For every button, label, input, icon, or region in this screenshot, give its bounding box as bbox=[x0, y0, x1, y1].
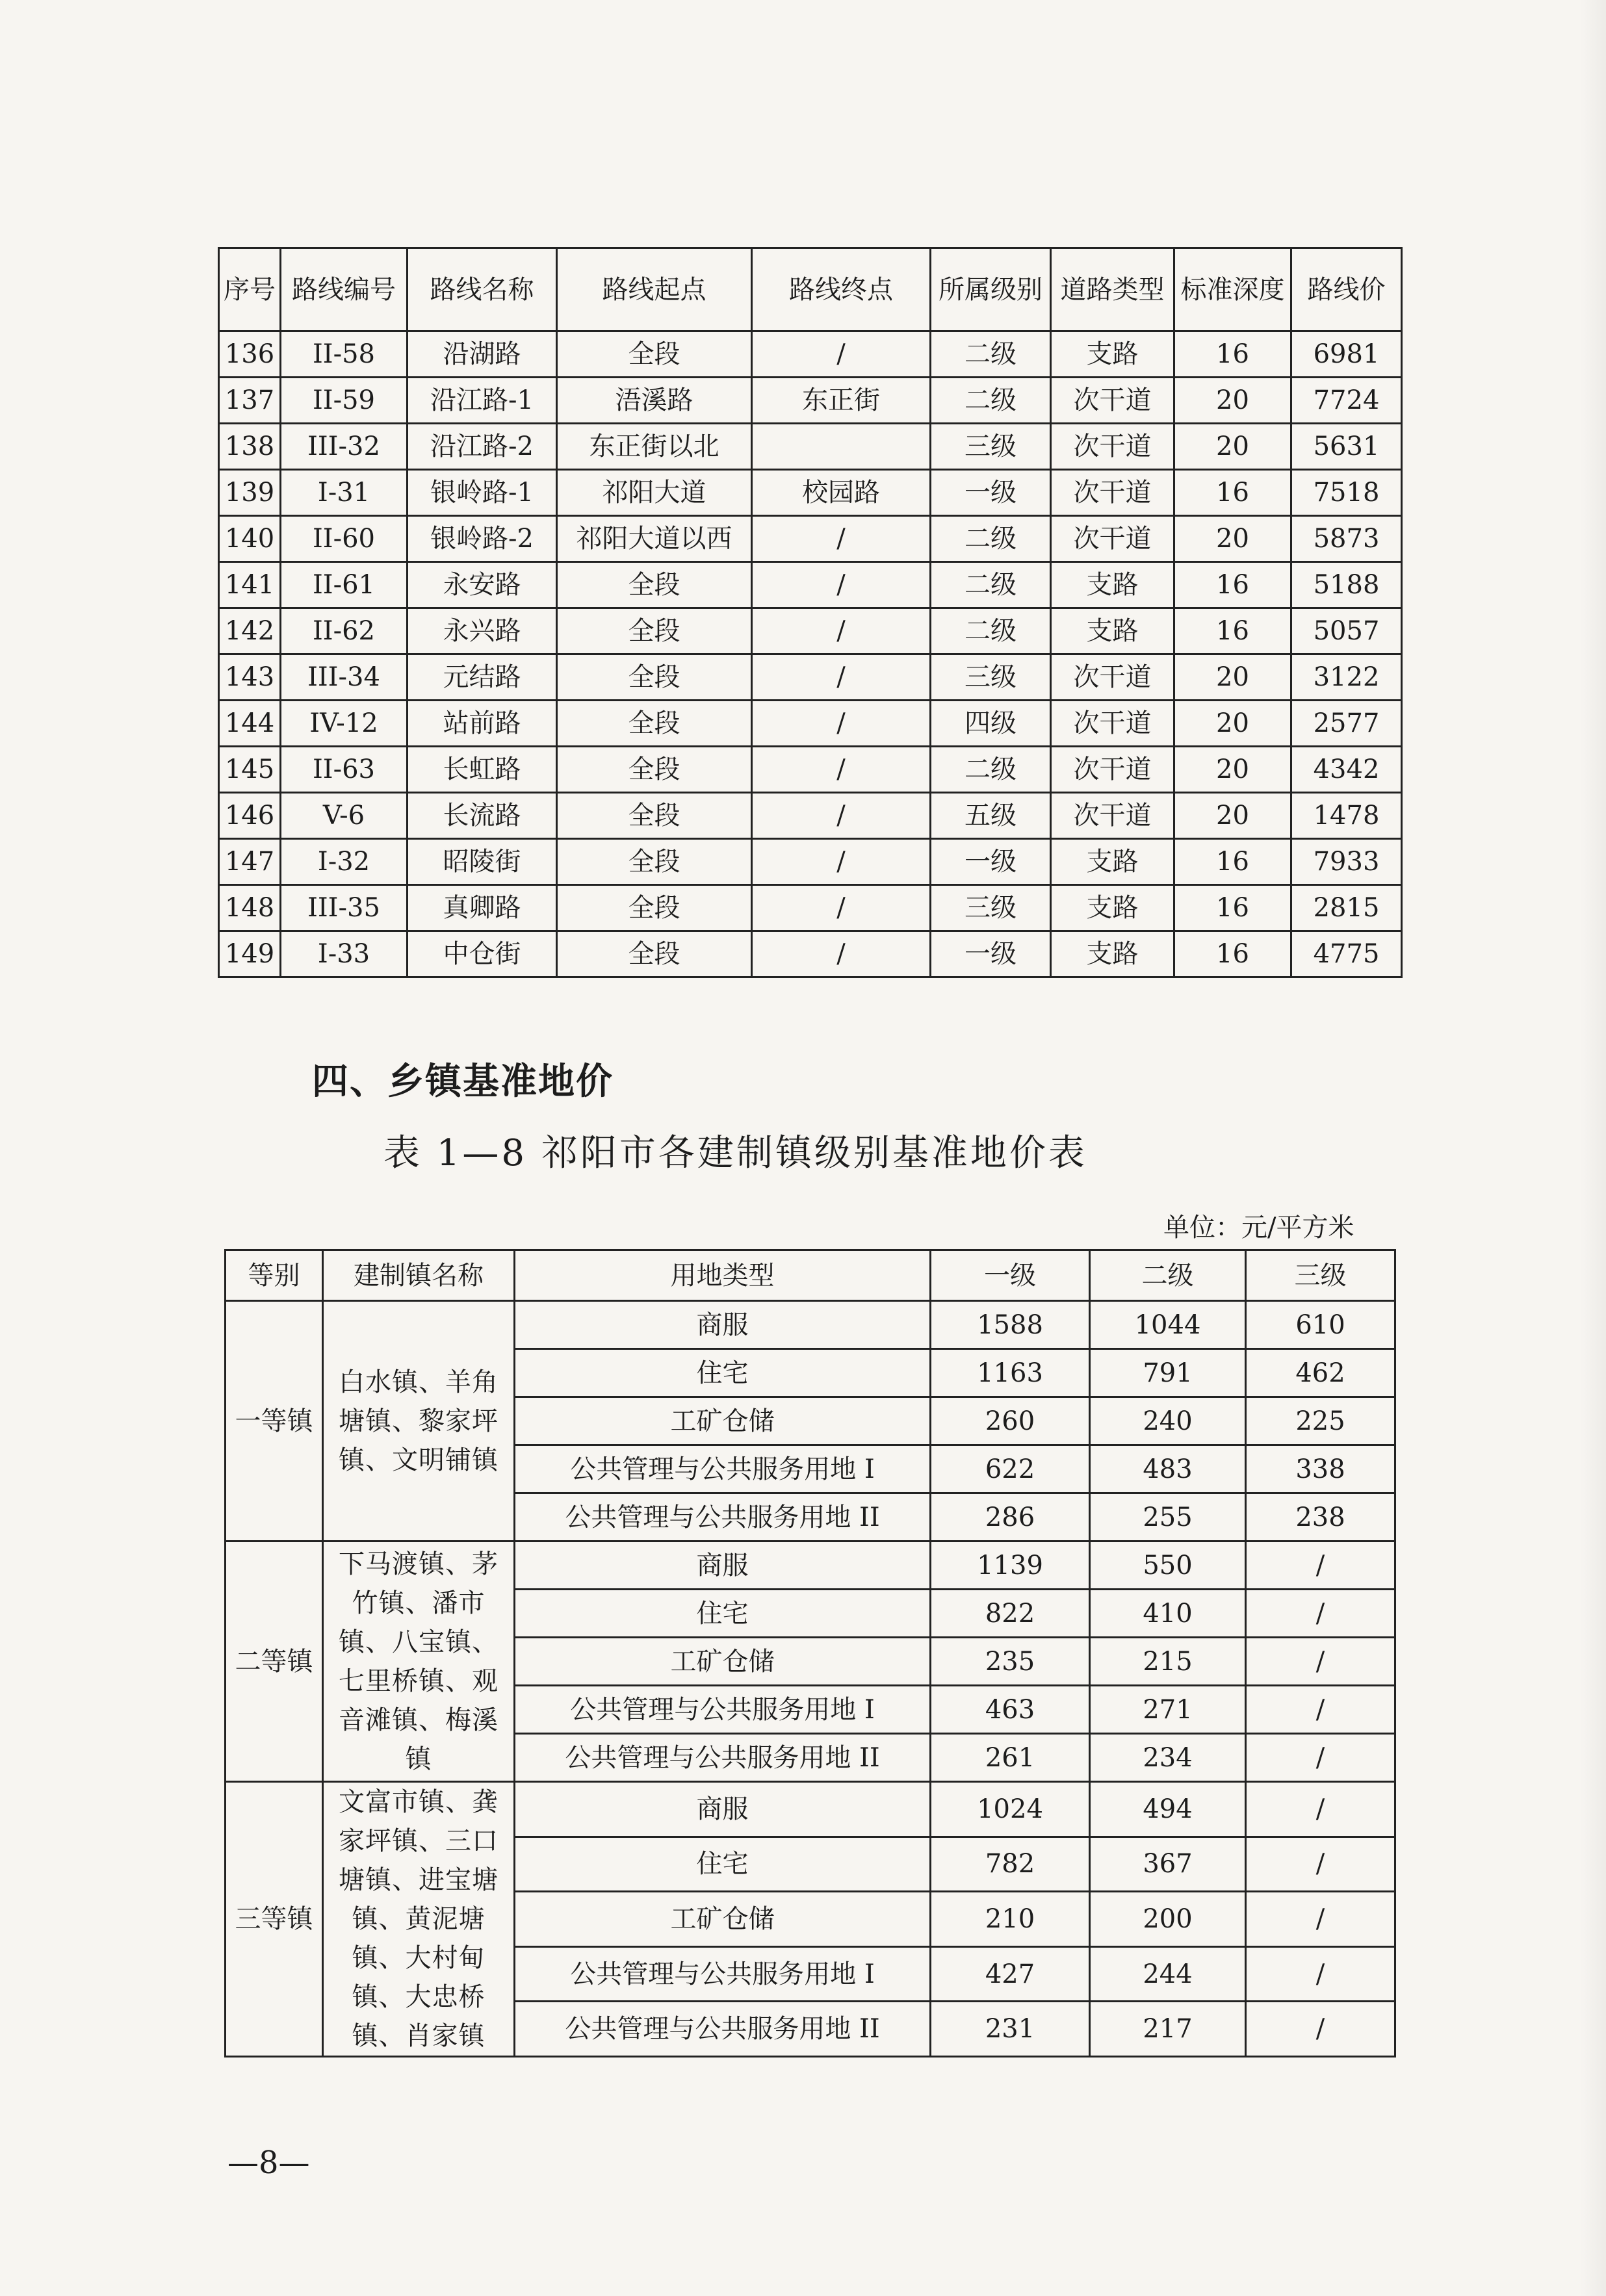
route-cell: 二级 bbox=[931, 562, 1051, 608]
route-cell: 元结路 bbox=[408, 654, 557, 701]
route-cell: 16 bbox=[1174, 839, 1291, 885]
price-cell: 215 bbox=[1090, 1638, 1246, 1686]
price-cell: / bbox=[1246, 1946, 1395, 2002]
route-cell: / bbox=[752, 885, 931, 931]
route-header-cell: 路线起点 bbox=[557, 248, 752, 331]
route-cell: 支路 bbox=[1051, 885, 1174, 931]
route-cell: 2577 bbox=[1291, 701, 1402, 747]
land-use-cell: 商服 bbox=[515, 1782, 931, 1837]
town-price-table bbox=[224, 1249, 1396, 2057]
town-grade-cell: 一等镇 bbox=[226, 1301, 323, 1541]
page-number: —8— bbox=[227, 2145, 310, 2181]
price-cell: 244 bbox=[1090, 1946, 1246, 2002]
route-cell: 全段 bbox=[557, 747, 752, 793]
route-cell: 20 bbox=[1174, 516, 1291, 562]
route-cell: 143 bbox=[219, 654, 281, 701]
route-cell: 16 bbox=[1174, 608, 1291, 654]
land-use-cell: 工矿仓储 bbox=[515, 1638, 931, 1686]
route-cell: 16 bbox=[1174, 331, 1291, 378]
route-cell: III-34 bbox=[281, 654, 408, 701]
route-cell: II-58 bbox=[281, 331, 408, 378]
route-cell: 全段 bbox=[557, 793, 752, 839]
price-cell: 483 bbox=[1090, 1445, 1246, 1493]
route-cell: 次干道 bbox=[1051, 516, 1174, 562]
route-cell: 沿江路-1 bbox=[408, 378, 557, 424]
route-cell: 次干道 bbox=[1051, 654, 1174, 701]
route-cell: 145 bbox=[219, 747, 281, 793]
land-use-cell: 公共管理与公共服务用地 I bbox=[515, 1946, 931, 2002]
route-cell: / bbox=[752, 562, 931, 608]
route-cell: / bbox=[752, 747, 931, 793]
route-cell: 银岭路-1 bbox=[408, 470, 557, 516]
table-row bbox=[219, 608, 1402, 654]
town-names-cell: 下马渡镇、茅竹镇、潘市镇、八宝镇、七里桥镇、观音滩镇、梅溪镇 bbox=[323, 1541, 515, 1782]
route-cell: 2815 bbox=[1291, 885, 1402, 931]
price-cell: 427 bbox=[931, 1946, 1090, 2002]
town-header-cell: 用地类型 bbox=[515, 1250, 931, 1301]
route-header-cell: 标准深度 bbox=[1174, 248, 1291, 331]
route-cell: 长流路 bbox=[408, 793, 557, 839]
page-edge-shadow bbox=[1580, 0, 1606, 2296]
price-cell: 782 bbox=[931, 1837, 1090, 1892]
land-use-cell: 公共管理与公共服务用地 I bbox=[515, 1686, 931, 1734]
land-use-cell: 公共管理与公共服务用地 II bbox=[515, 1493, 931, 1541]
land-use-cell: 工矿仓储 bbox=[515, 1892, 931, 1947]
price-cell: 210 bbox=[931, 1892, 1090, 1947]
price-cell: / bbox=[1246, 1782, 1395, 1837]
table-row bbox=[219, 516, 1402, 562]
route-cell: 次干道 bbox=[1051, 793, 1174, 839]
table-row bbox=[219, 562, 1402, 608]
town-names-cell: 白水镇、羊角塘镇、黎家坪镇、文明铺镇 bbox=[323, 1301, 515, 1541]
route-cell: 昭陵街 bbox=[408, 839, 557, 885]
route-cell: 浯溪路 bbox=[557, 378, 752, 424]
table-row bbox=[219, 424, 1402, 470]
route-cell: 20 bbox=[1174, 654, 1291, 701]
route-cell: 支路 bbox=[1051, 839, 1174, 885]
route-cell: / bbox=[752, 701, 931, 747]
table-row bbox=[219, 839, 1402, 885]
route-header-cell: 路线价 bbox=[1291, 248, 1402, 331]
town-grade-cell: 二等镇 bbox=[226, 1541, 323, 1782]
route-cell: 长虹路 bbox=[408, 747, 557, 793]
route-cell: 二级 bbox=[931, 747, 1051, 793]
route-cell: 三级 bbox=[931, 424, 1051, 470]
route-cell: 中仓街 bbox=[408, 931, 557, 977]
route-cell: 祁阳大道 bbox=[557, 470, 752, 516]
route-cell: 149 bbox=[219, 931, 281, 977]
route-cell: 5873 bbox=[1291, 516, 1402, 562]
route-cell: 7933 bbox=[1291, 839, 1402, 885]
route-header-cell: 路线终点 bbox=[752, 248, 931, 331]
price-cell: 1044 bbox=[1090, 1301, 1246, 1349]
table-row bbox=[219, 885, 1402, 931]
route-cell: 一级 bbox=[931, 470, 1051, 516]
route-header-cell: 路线编号 bbox=[281, 248, 408, 331]
route-cell: 6981 bbox=[1291, 331, 1402, 378]
route-table-body bbox=[219, 331, 1402, 977]
price-cell: / bbox=[1246, 1638, 1395, 1686]
route-cell: 147 bbox=[219, 839, 281, 885]
route-cell: 次干道 bbox=[1051, 378, 1174, 424]
price-cell: 217 bbox=[1090, 2002, 1246, 2057]
price-cell: 238 bbox=[1246, 1493, 1395, 1541]
route-cell: 真卿路 bbox=[408, 885, 557, 931]
land-use-cell: 公共管理与公共服务用地 I bbox=[515, 1445, 931, 1493]
price-cell: 231 bbox=[931, 2002, 1090, 2057]
route-cell: 沿湖路 bbox=[408, 331, 557, 378]
land-use-cell: 商服 bbox=[515, 1541, 931, 1590]
price-cell: 261 bbox=[931, 1734, 1090, 1782]
route-cell: 146 bbox=[219, 793, 281, 839]
price-cell: 822 bbox=[931, 1590, 1090, 1638]
price-cell: 550 bbox=[1090, 1541, 1246, 1590]
route-cell bbox=[752, 424, 931, 470]
route-cell: I-32 bbox=[281, 839, 408, 885]
route-cell: 全段 bbox=[557, 885, 752, 931]
price-cell: / bbox=[1246, 1892, 1395, 1947]
route-header-cell: 路线名称 bbox=[408, 248, 557, 331]
route-cell: 支路 bbox=[1051, 331, 1174, 378]
route-cell: 20 bbox=[1174, 378, 1291, 424]
town-names-cell: 文富市镇、龚家坪镇、三口塘镇、进宝塘镇、黄泥塘镇、大村甸镇、大忠桥镇、肖家镇 bbox=[323, 1782, 515, 2057]
route-header-cell: 所属级别 bbox=[931, 248, 1051, 331]
price-cell: 462 bbox=[1246, 1349, 1395, 1397]
route-cell: 全段 bbox=[557, 562, 752, 608]
price-cell: 260 bbox=[931, 1397, 1090, 1445]
land-use-cell: 住宅 bbox=[515, 1349, 931, 1397]
price-cell: / bbox=[1246, 1734, 1395, 1782]
route-cell: II-61 bbox=[281, 562, 408, 608]
town-header-cell: 建制镇名称 bbox=[323, 1250, 515, 1301]
price-cell: 410 bbox=[1090, 1590, 1246, 1638]
route-cell: 139 bbox=[219, 470, 281, 516]
route-cell: / bbox=[752, 516, 931, 562]
price-cell: 200 bbox=[1090, 1892, 1246, 1947]
price-cell: 240 bbox=[1090, 1397, 1246, 1445]
price-cell: 255 bbox=[1090, 1493, 1246, 1541]
route-cell: I-31 bbox=[281, 470, 408, 516]
route-cell: II-59 bbox=[281, 378, 408, 424]
route-cell: 一级 bbox=[931, 931, 1051, 977]
land-use-cell: 商服 bbox=[515, 1301, 931, 1349]
route-price-table bbox=[218, 247, 1403, 978]
town-header-cell: 二级 bbox=[1090, 1250, 1246, 1301]
table-caption: 表 1—8 祁阳市各建制镇级别基准地价表 bbox=[383, 1132, 1087, 1174]
price-cell: / bbox=[1246, 1590, 1395, 1638]
route-cell: 次干道 bbox=[1051, 470, 1174, 516]
price-cell: / bbox=[1246, 2002, 1395, 2057]
route-cell: 四级 bbox=[931, 701, 1051, 747]
route-cell: 沿江路-2 bbox=[408, 424, 557, 470]
route-cell: 二级 bbox=[931, 516, 1051, 562]
town-table-body bbox=[226, 1301, 1395, 2057]
route-cell: 5188 bbox=[1291, 562, 1402, 608]
route-cell: / bbox=[752, 839, 931, 885]
route-cell: 142 bbox=[219, 608, 281, 654]
route-cell: 144 bbox=[219, 701, 281, 747]
section-heading: 四、乡镇基准地价 bbox=[312, 1061, 614, 1103]
table-row bbox=[219, 701, 1402, 747]
route-cell: 全段 bbox=[557, 654, 752, 701]
route-cell: 二级 bbox=[931, 378, 1051, 424]
table-row bbox=[219, 747, 1402, 793]
route-cell: 永兴路 bbox=[408, 608, 557, 654]
route-cell: 三级 bbox=[931, 654, 1051, 701]
town-header-cell: 等别 bbox=[226, 1250, 323, 1301]
route-cell: IV-12 bbox=[281, 701, 408, 747]
route-cell: 全段 bbox=[557, 701, 752, 747]
price-cell: 338 bbox=[1246, 1445, 1395, 1493]
route-cell: 一级 bbox=[931, 839, 1051, 885]
price-cell: / bbox=[1246, 1837, 1395, 1892]
price-cell: 494 bbox=[1090, 1782, 1246, 1837]
table-row bbox=[219, 470, 1402, 516]
town-header-cell: 一级 bbox=[931, 1250, 1090, 1301]
route-cell: 138 bbox=[219, 424, 281, 470]
price-cell: 286 bbox=[931, 1493, 1090, 1541]
town-table-header-row bbox=[226, 1250, 1395, 1301]
route-cell: 136 bbox=[219, 331, 281, 378]
table-row bbox=[219, 654, 1402, 701]
price-cell: 622 bbox=[931, 1445, 1090, 1493]
town-header-cell: 三级 bbox=[1246, 1250, 1395, 1301]
route-cell: 次干道 bbox=[1051, 701, 1174, 747]
route-header-cell: 道路类型 bbox=[1051, 248, 1174, 331]
route-cell: 二级 bbox=[931, 331, 1051, 378]
table-row bbox=[226, 1541, 1395, 1590]
route-cell: 三级 bbox=[931, 885, 1051, 931]
route-cell: III-32 bbox=[281, 424, 408, 470]
route-cell: II-60 bbox=[281, 516, 408, 562]
route-cell: 16 bbox=[1174, 470, 1291, 516]
table-row bbox=[219, 793, 1402, 839]
table-row bbox=[226, 1301, 1395, 1349]
route-cell: 5631 bbox=[1291, 424, 1402, 470]
route-cell: 全段 bbox=[557, 839, 752, 885]
table-row bbox=[226, 1782, 1395, 1837]
table-row bbox=[219, 378, 1402, 424]
route-cell: 20 bbox=[1174, 747, 1291, 793]
route-cell: 7724 bbox=[1291, 378, 1402, 424]
route-cell: 4775 bbox=[1291, 931, 1402, 977]
land-use-cell: 住宅 bbox=[515, 1590, 931, 1638]
route-cell: 140 bbox=[219, 516, 281, 562]
route-table-header-row bbox=[219, 248, 1402, 331]
price-cell: 1163 bbox=[931, 1349, 1090, 1397]
route-header-cell: 序号 bbox=[219, 248, 281, 331]
route-cell: III-35 bbox=[281, 885, 408, 931]
route-cell: 20 bbox=[1174, 424, 1291, 470]
route-cell: 次干道 bbox=[1051, 424, 1174, 470]
route-cell: 16 bbox=[1174, 562, 1291, 608]
route-cell: 5057 bbox=[1291, 608, 1402, 654]
route-cell: 校园路 bbox=[752, 470, 931, 516]
route-cell: II-63 bbox=[281, 747, 408, 793]
route-cell: / bbox=[752, 793, 931, 839]
price-cell: / bbox=[1246, 1686, 1395, 1734]
price-cell: 1588 bbox=[931, 1301, 1090, 1349]
route-cell: 137 bbox=[219, 378, 281, 424]
route-cell: 16 bbox=[1174, 885, 1291, 931]
route-cell: 16 bbox=[1174, 931, 1291, 977]
route-cell: 祁阳大道以西 bbox=[557, 516, 752, 562]
route-cell: 支路 bbox=[1051, 931, 1174, 977]
route-cell: 141 bbox=[219, 562, 281, 608]
land-use-cell: 公共管理与公共服务用地 II bbox=[515, 1734, 931, 1782]
price-cell: 463 bbox=[931, 1686, 1090, 1734]
route-cell: / bbox=[752, 654, 931, 701]
route-cell: / bbox=[752, 608, 931, 654]
route-cell: I-33 bbox=[281, 931, 408, 977]
route-cell: 148 bbox=[219, 885, 281, 931]
price-cell: 271 bbox=[1090, 1686, 1246, 1734]
price-cell: 235 bbox=[931, 1638, 1090, 1686]
route-cell: 东正街以北 bbox=[557, 424, 752, 470]
price-cell: 610 bbox=[1246, 1301, 1395, 1349]
route-cell: 4342 bbox=[1291, 747, 1402, 793]
route-cell: 20 bbox=[1174, 701, 1291, 747]
price-cell: 791 bbox=[1090, 1349, 1246, 1397]
route-cell: 永安路 bbox=[408, 562, 557, 608]
route-cell: II-62 bbox=[281, 608, 408, 654]
route-cell: 7518 bbox=[1291, 470, 1402, 516]
price-cell: 1024 bbox=[931, 1782, 1090, 1837]
route-cell: 次干道 bbox=[1051, 747, 1174, 793]
town-grade-cell: 三等镇 bbox=[226, 1782, 323, 2057]
route-cell: 全段 bbox=[557, 608, 752, 654]
route-cell: 站前路 bbox=[408, 701, 557, 747]
price-cell: 367 bbox=[1090, 1837, 1246, 1892]
route-cell: / bbox=[752, 331, 931, 378]
price-cell: 1139 bbox=[931, 1541, 1090, 1590]
route-cell: 20 bbox=[1174, 793, 1291, 839]
price-cell: / bbox=[1246, 1541, 1395, 1590]
unit-label: 单位：元/平方米 bbox=[1163, 1213, 1354, 1243]
route-cell: 全段 bbox=[557, 931, 752, 977]
route-cell: 五级 bbox=[931, 793, 1051, 839]
route-cell: 银岭路-2 bbox=[408, 516, 557, 562]
table-row bbox=[219, 931, 1402, 977]
route-cell: 二级 bbox=[931, 608, 1051, 654]
land-use-cell: 公共管理与公共服务用地 II bbox=[515, 2002, 931, 2057]
route-cell: 全段 bbox=[557, 331, 752, 378]
route-cell: 3122 bbox=[1291, 654, 1402, 701]
route-cell: 东正街 bbox=[752, 378, 931, 424]
route-cell: 支路 bbox=[1051, 608, 1174, 654]
price-cell: 225 bbox=[1246, 1397, 1395, 1445]
route-cell: 支路 bbox=[1051, 562, 1174, 608]
land-use-cell: 工矿仓储 bbox=[515, 1397, 931, 1445]
land-use-cell: 住宅 bbox=[515, 1837, 931, 1892]
route-cell: / bbox=[752, 931, 931, 977]
route-cell: V-6 bbox=[281, 793, 408, 839]
route-cell: 1478 bbox=[1291, 793, 1402, 839]
table-row bbox=[219, 331, 1402, 378]
price-cell: 234 bbox=[1090, 1734, 1246, 1782]
